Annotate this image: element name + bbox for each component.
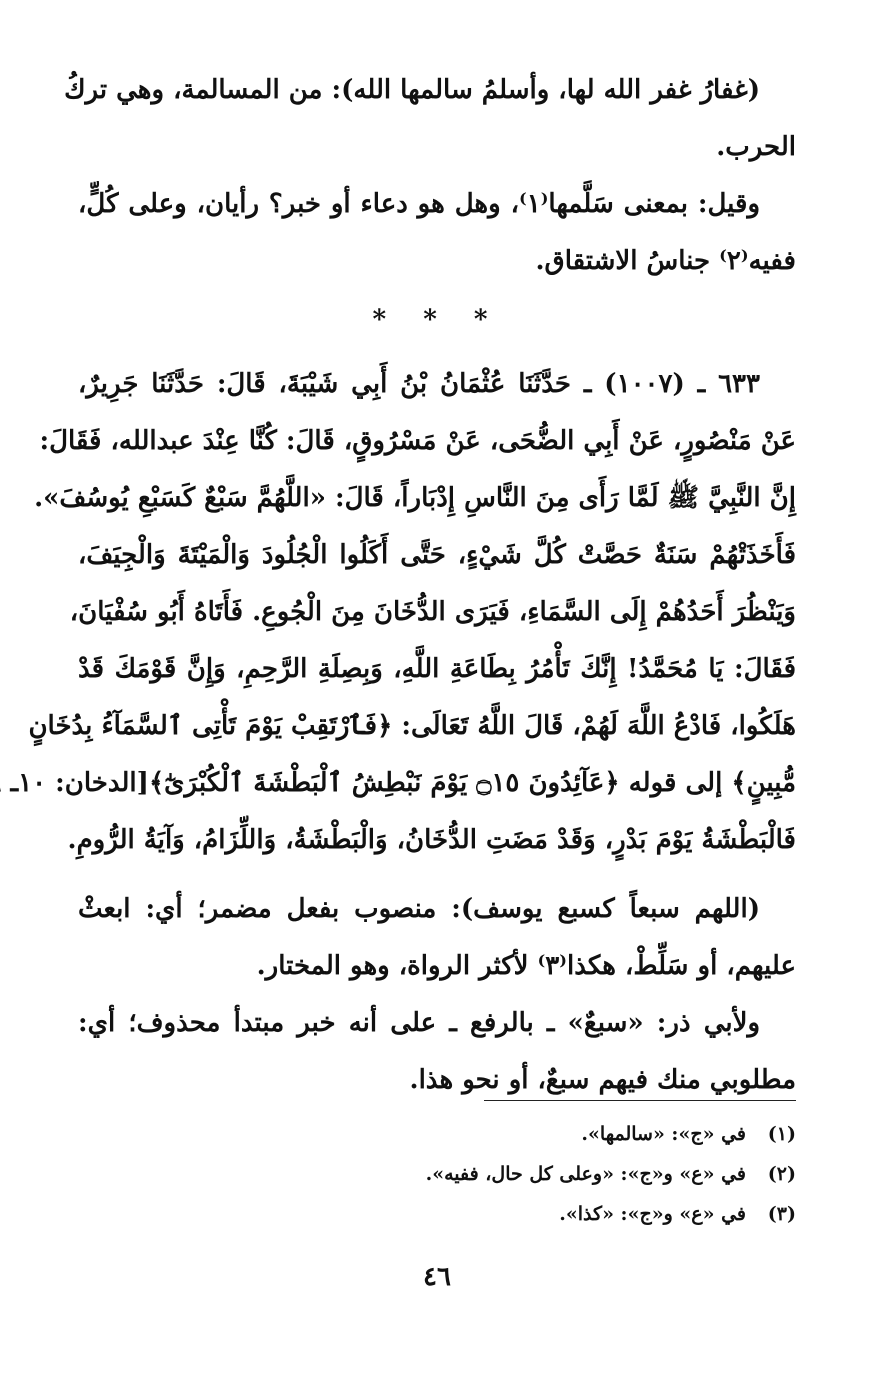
footnote-item <box>78 1154 796 1194</box>
hadith-line: ٦٣٣ ـ (١٠٠٧) ـ حَدَّثَنَا عُثْمَانُ بْنُ أَبِي شَيْبَةَ، قَالَ: حَدَّثَنَا جَرِيرٌ، <box>78 369 760 399</box>
text-line: ولأبي ذر: «سبعٌ» ـ بالرفع ـ على أنه خبر مبتدأ محذوف؛ أي: <box>78 1008 760 1038</box>
footnote-number: (٣) <box>767 1203 796 1225</box>
text-line: ففيه⁽٢⁾ جناسُ الاشتقاق. <box>535 246 796 276</box>
hadith-line: مُّبِينٍ﴾ إلى قوله ﴿عَآئِدُونَ ۝١٥ يَوْمَ نَبْطِشُ ٱلْبَطْشَةَ ٱلْكُبْرَىٰٓ﴾[الدخان: ١٠ـ <box>10 768 796 798</box>
hadith-line: فَقَالَ: يَا مُحَمَّدُ! إِنَّكَ تَأْمُرُ بِطَاعَةِ اللَّهِ، وَبِصِلَةِ الرَّحِمِ، وَإِنَّ قَوْمَكَ قَدْ <box>78 654 796 684</box>
section-separator: * * * <box>372 305 502 335</box>
paragraph-commentary-1 <box>78 881 796 995</box>
page-number: ٤٦ <box>423 1262 451 1292</box>
text-line: الحرب. <box>716 132 796 162</box>
footnote-item <box>78 1114 796 1154</box>
text-line: مطلوبي منك فيهم سبعٌ، أو نحو هذا. <box>409 1065 796 1095</box>
hadith-line: فَالْبَطْشَةُ يَوْمَ بَدْرٍ، وَقَدْ مَضَتِ الدُّخَانُ، وَالْبَطْشَةُ، وَاللِّزَامُ، وَآيَةُ الرُّومِ. <box>67 825 796 855</box>
hadith-text <box>10 356 796 869</box>
book-page <box>10 62 796 1322</box>
text-line: عليهم، أو سَلِّطْ، هكذا⁽٣⁾ لأكثر الرواة، وهو المختار. <box>256 951 796 981</box>
paragraph-ghifar <box>64 62 796 176</box>
text-line: (غفارُ غفر الله لها، وأسلمُ سالمها الله): من المسالمة، وهي تركُ <box>64 75 760 105</box>
footnote-text: في «ع» و«ج»: «كذا». <box>559 1203 746 1225</box>
hadith-line: وَيَنْظُرَ أَحَدُهُمْ إِلَى السَّمَاءِ، فَيَرَى الدُّخَانَ مِنَ الْجُوعِ. فَأَتَاهُ أَبُو سُفْيَانَ، <box>69 597 796 627</box>
footnote-divider <box>484 1100 796 1101</box>
hadith-line: فَأَخَذَتْهُمْ سَنَةٌ حَصَّتْ كُلَّ شَيْءٍ، حَتَّى أَكَلُوا الْجُلُودَ وَالْمَيْتَةَ وَالْجِيَفَ، <box>78 540 796 570</box>
footnote-number: (١) <box>767 1123 796 1145</box>
paragraph-qila <box>78 176 796 290</box>
hadith-line: هَلَكُوا، فَادْعُ اللَّهَ لَهُمْ، قَالَ اللَّهُ تَعَالَى: ﴿فَٱرْتَقِبْ يَوْمَ تَأْتِى ٱلسَّمَآءُ بِدُخَانٍ <box>28 711 796 741</box>
footnote-text: في «ج»: «سالمها». <box>581 1123 746 1145</box>
footnote-number: (٢) <box>767 1163 796 1185</box>
footnotes <box>78 1114 796 1234</box>
paragraph-commentary-2 <box>78 995 796 1109</box>
hadith-line: عَنْ مَنْصُورٍ، عَنْ أَبِي الضُّحَى، عَنْ مَسْرُوقٍ، قَالَ: كُنَّا عِنْدَ عبدالله، فَقَالَ: <box>39 426 796 456</box>
text-line: (اللهم سبعاً كسبع يوسف): منصوب بفعل مضمر؛ أي: ابعثْ <box>78 894 760 924</box>
text-line: وقيل: بمعنى سَلَّمها⁽١⁾، وهل هو دعاء أو خبر؟ رأيان، وعلى كُلٍّ، <box>78 189 760 219</box>
footnote-text: في «ع» و«ج»: «وعلى كل حال، ففيه». <box>425 1163 746 1185</box>
footnote-item <box>78 1194 796 1234</box>
hadith-line: إِنَّ النَّبِيَّ ﷺ لَمَّا رَأَى مِنَ النَّاسِ إِدْبَاراً، قَالَ: «اللَّهُمَّ سَبْعٌ كَسَبْعِ يُوسُفَ». <box>34 483 796 513</box>
